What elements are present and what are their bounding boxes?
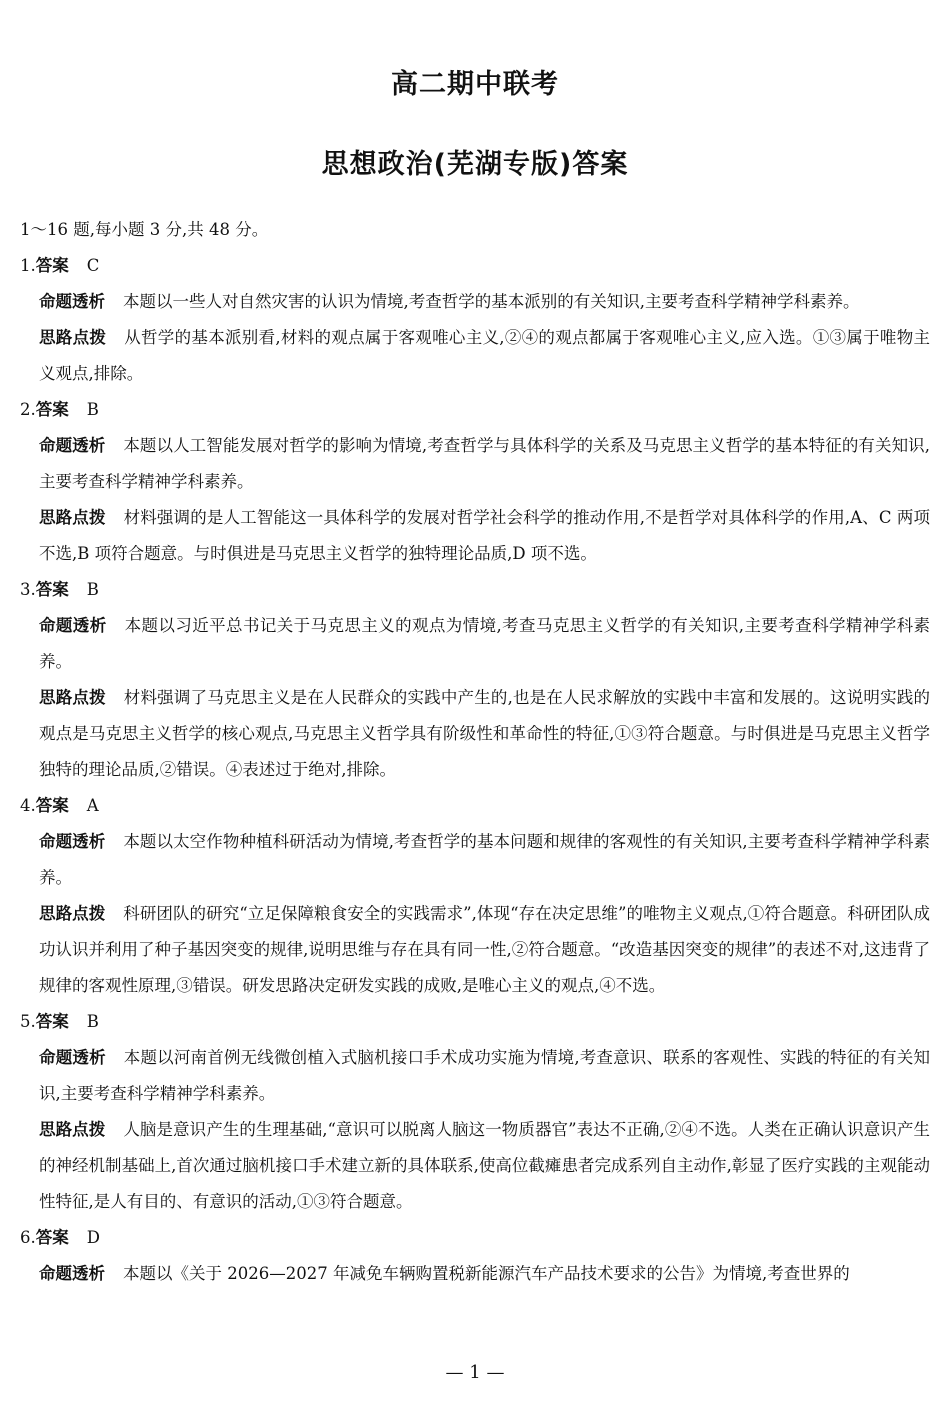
answer-value: A (86, 796, 99, 815)
analysis-paragraph (39, 1256, 930, 1292)
hint-paragraph (39, 320, 930, 392)
hint-text: 从哲学的基本派别看,材料的观点属于客观唯心主义,②④的观点都属于客观唯心主义,应入选。①③属于唯物主义观点,排除。 (39, 328, 930, 383)
analysis-label: 命题透析 (39, 436, 106, 455)
hint-text: 材料强调了马克思主义是在人民群众的实践中产生的,也是在人民求解放的实践中丰富和发展的。这说明实践的观点是马克思主义哲学的核心观点,马克思主义哲学具有阶级性和革命性的特征,①③符合题意。与时俱进是马克思主义哲学独特的理论品质,②错误。④表述过于绝对,排除。 (39, 688, 930, 779)
question-block (20, 248, 930, 392)
answer-line (20, 788, 930, 824)
analysis-label: 命题透析 (39, 1048, 106, 1067)
hint-text: 材料强调的是人工智能这一具体科学的发展对哲学社会科学的推动作用,不是哲学对具体科学的作用,A、C 两项不选,B 项符合题意。与时俱进是马克思主义哲学的独特理论品质,D 项不选。 (39, 508, 930, 563)
analysis-text: 本题以太空作物种植科研活动为情境,考查哲学的基本问题和规律的客观性的有关知识,主要考查科学精神学科素养。 (39, 832, 930, 887)
answer-value: B (86, 1012, 99, 1031)
hint-paragraph (39, 500, 930, 572)
answer-line (20, 248, 930, 284)
answer-line (20, 572, 930, 608)
analysis-text: 本题以《关于 2026—2027 年减免车辆购置税新能源汽车产品技术要求的公告》为情境,考查世界的 (123, 1264, 850, 1283)
hint-paragraph (39, 1112, 930, 1220)
hint-label: 思路点拨 (39, 688, 106, 707)
question-number: 6. (20, 1228, 36, 1247)
page-subtitle: 思想政治(芜湖专版)答案 (321, 149, 629, 180)
hint-paragraph (39, 896, 930, 1004)
hint-text: 科研团队的研究“立足保障粮食安全的实践需求”,体现“存在决定思维”的唯物主义观点,①符合题意。科研团队成功认识并利用了种子基因突变的规律,说明思维与存在具有同一性,②符合题意。“改造基因突变的规律”的表述不对,这违背了规律的客观性原理,③错误。研发思路决定研发实践的成败,是唯心主义的观点,④不选。 (39, 904, 930, 995)
analysis-paragraph (39, 284, 930, 320)
page-number: — 1 — (445, 1362, 505, 1383)
answer-label: 答案 (35, 580, 69, 599)
hint-text: 人脑是意识产生的生理基础,“意识可以脱离人脑这一物质器官”表达不正确,②④不选。人类在正确认识意识产生的神经机制基础上,首次通过脑机接口手术建立新的具体联系,使高位截瘫患者完成系列自主动作,彰显了医疗实践的主观能动性特征,是人有目的、有意识的活动,①③符合题意。 (39, 1120, 930, 1211)
answer-value: B (86, 580, 99, 599)
analysis-label: 命题透析 (39, 616, 107, 635)
question-block (20, 1220, 930, 1292)
answer-label: 答案 (35, 400, 69, 419)
answer-content (20, 212, 930, 1292)
question-block (20, 392, 930, 572)
question-number: 4. (20, 796, 36, 815)
analysis-label: 命题透析 (39, 292, 105, 311)
hint-label: 思路点拨 (39, 1120, 106, 1139)
answer-label: 答案 (35, 1228, 69, 1247)
analysis-label: 命题透析 (39, 1264, 105, 1283)
hint-label: 思路点拨 (39, 328, 107, 347)
answer-value: B (86, 400, 99, 419)
answer-value: C (86, 256, 100, 275)
analysis-label: 命题透析 (39, 832, 106, 851)
question-number: 2. (20, 400, 36, 419)
hint-label: 思路点拨 (39, 508, 106, 527)
analysis-text: 本题以河南首例无线微创植入式脑机接口手术成功实施为情境,考查意识、联系的客观性、实践的特征的有关知识,主要考查科学精神学科素养。 (39, 1048, 930, 1103)
answer-line (20, 1004, 930, 1040)
hint-paragraph (39, 680, 930, 788)
analysis-paragraph (39, 428, 930, 500)
analysis-text: 本题以人工智能发展对哲学的影响为情境,考查哲学与具体科学的关系及马克思主义哲学的基本特征的有关知识,主要考查科学精神学科素养。 (39, 436, 930, 491)
analysis-text: 本题以一些人对自然灾害的认识为情境,考查哲学的基本派别的有关知识,主要考查科学精神学科素养。 (123, 292, 860, 311)
analysis-paragraph (39, 1040, 930, 1112)
hint-label: 思路点拨 (39, 904, 106, 923)
analysis-text: 本题以习近平总书记关于马克思主义的观点为情境,考查马克思主义哲学的有关知识,主要考查科学精神学科素养。 (39, 616, 930, 671)
question-block (20, 788, 930, 1004)
question-number: 1. (20, 256, 36, 275)
answer-value: D (86, 1228, 100, 1247)
analysis-paragraph (39, 608, 930, 680)
question-number: 3. (20, 580, 36, 599)
analysis-paragraph (39, 824, 930, 896)
page-title: 高二期中联考 (391, 69, 559, 100)
question-block (20, 1004, 930, 1220)
answer-line (20, 392, 930, 428)
answer-line (20, 1220, 930, 1256)
section-intro: 1～16 题,每小题 3 分,共 48 分。 (20, 220, 269, 239)
answer-label: 答案 (35, 796, 69, 815)
answer-label: 答案 (35, 1012, 69, 1031)
question-number: 5. (20, 1012, 36, 1031)
question-block (20, 572, 930, 788)
answer-label: 答案 (35, 256, 69, 275)
